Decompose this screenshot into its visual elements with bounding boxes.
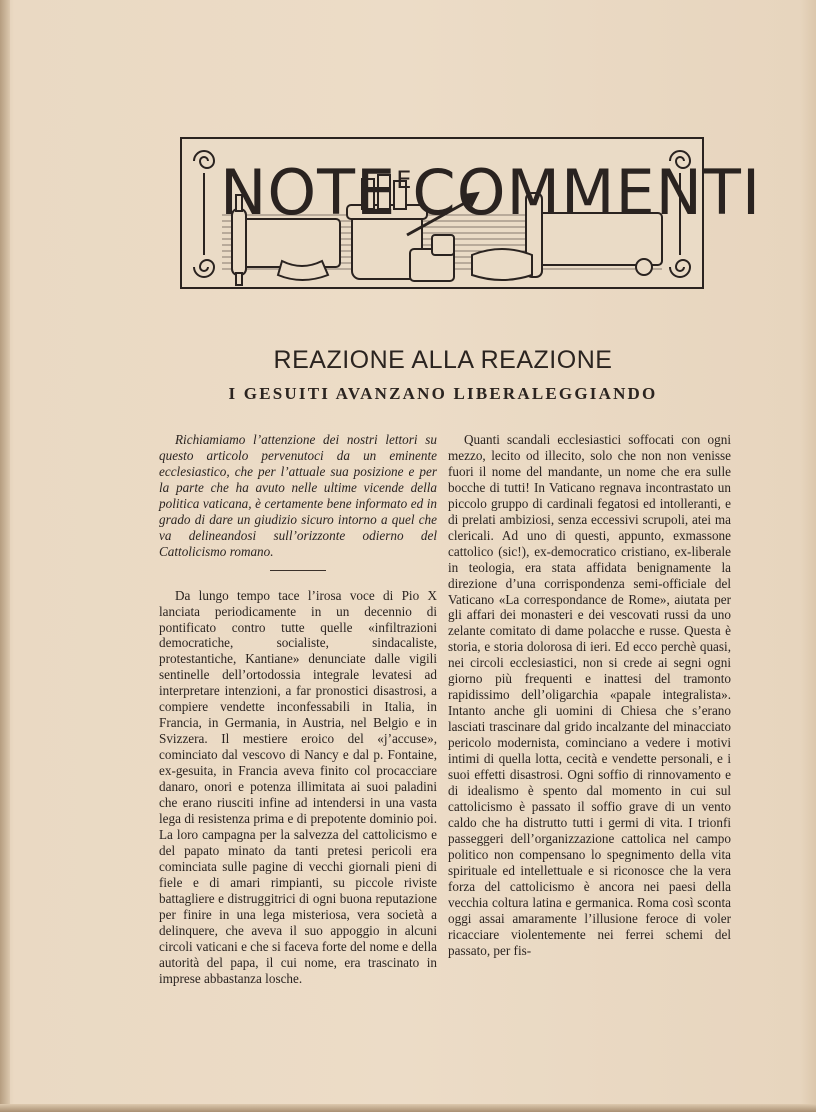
masthead-illustration (180, 137, 762, 289)
editorial-intro: Richiamiamo l’attenzione dei nostri lettori su questo articolo pervenutoci da un eminente ecclesiastico, che per l’attuale sua posizione e per la parte che ha avuto nelle ultime vicende della politica vaticana, è certamente bene informato ed in grado di dare un giudizio sicuro intorno a quel che va delineandosi sull’orizzonte odierno del Cattolicismo romano. (159, 432, 437, 559)
page-bottom-edge (0, 1104, 816, 1112)
masthead-conjunction: E (396, 166, 413, 194)
left-column (159, 432, 437, 986)
section-masthead-title: $NOTE^ECOMMENTI$ (220, 156, 762, 229)
article-subtitle: I GESUITI AVANZANO LIBERALEGGIANDO (228, 384, 658, 403)
page-edge (0, 0, 10, 1112)
body-paragraph-right: Quanti scandali ecclesiastici soffocati con ogni mezzo, lecito od illecito, solo che non non venisse fuori il nome del mandante, un nome che era sulle bocche di tutti! In Vaticano regnava incontrastato un piccolo gruppo di cardinali fegatosi ed intolleranti, e di prelati ambiziosi, senza eccessivi scrupoli, atei ma clericali. Ad uno di questi, appunto, exmassone cattolico (sic!), ex-democratico cristiano, ex-liberale in teologia, era stata affidata benignamente la direzione d’una corrispondenza semi-officiale del Vaticano «La correspondance de Rome», aiutata per gli affari dei monasteri e dei vescovati russi da uno zelante comitato di dame polacche e russe. Questa è storia, e storia dolorosa di ieri. Ed ecco perchè quasi, nei circoli ecclesiastici, non si crede ai segni ogni giorno più frequenti e inattesi del tramonto rapidissimo dell’oligarchia «papale integralista». Intanto anche gli uomini di Chiesa che s’erano lasciati trascinare dal grido incalzante del minacciato pericolo modernista, cominciano a vedere i motivi intimi di quella lotta, cecità e vendette personali, e i suoi effetti disastrosi. Ogni soffio di rinnovamento e di idealismo è spento dal momento in cui sul cattolicismo è passato il soffio grave di un vento caldo che ha distrutto tutti i germi di vita. I trionfi passeggeri dell’organizzazione cattolica nel campo politico non compensano lo spegnimento della vita spirituale ed intellettuale e si riconosce che la vera forza del cattolicismo è ancora nei paesi della vecchia coltura latina e germanica. Roma così sconta oggi assai amaramente l’illusione feroce di voler ricacciare violentemente nei ferrei schemi del passato, per fis- (448, 432, 731, 958)
body-paragraph-left: Da lungo tempo tace l’irosa voce di Pio X lanciata periodicamente in un decennio di pontificato contro tutte quelle «infiltrazioni democratiche, socialiste, sindacaliste, protestantiche, Kantiane» denunciate dalle vigili sentinelle dell’ortodossia integrale levatesi ad interpretare intenzioni, a far pronostici disastrosi, a compiere vendette inconfessabili in Italia, in Francia, in Germania, in Austria, nel Belgio e in Svizzera. Il mestiere eroico del «j’accuse», cominciato dal vescovo di Nancy e dal p. Fontaine, ex-gesuita, in Francia aveva finito col procacciare danaro, onori e potenza illimitata ai suoi paladini che erano riusciti infine ad intendersi in una vasta lega di resistenza prima e di prepotente dominio poi. La loro campagna per la salvezza del cattolicismo e del papato minato da tanti pretesi pericoli era cominciata sulle pagine di vecchi giornali pieni di fiele e di amari rimpianti, su piccole riviste battagliere e distruggitrici di ogni buona reputazione per finire in una lega misteriosa, vera società a delinquere, che aveva il suo appoggio in alcuni circoli vaticani e che si faceva forte del nome e della autorità del papa, il cui nome, era trascinato in imprese abbastanza losche. (159, 587, 437, 986)
right-column (448, 432, 731, 958)
separator-rule (270, 570, 326, 571)
article-title: REAZIONE ALLA REAZIONE (273, 346, 613, 374)
